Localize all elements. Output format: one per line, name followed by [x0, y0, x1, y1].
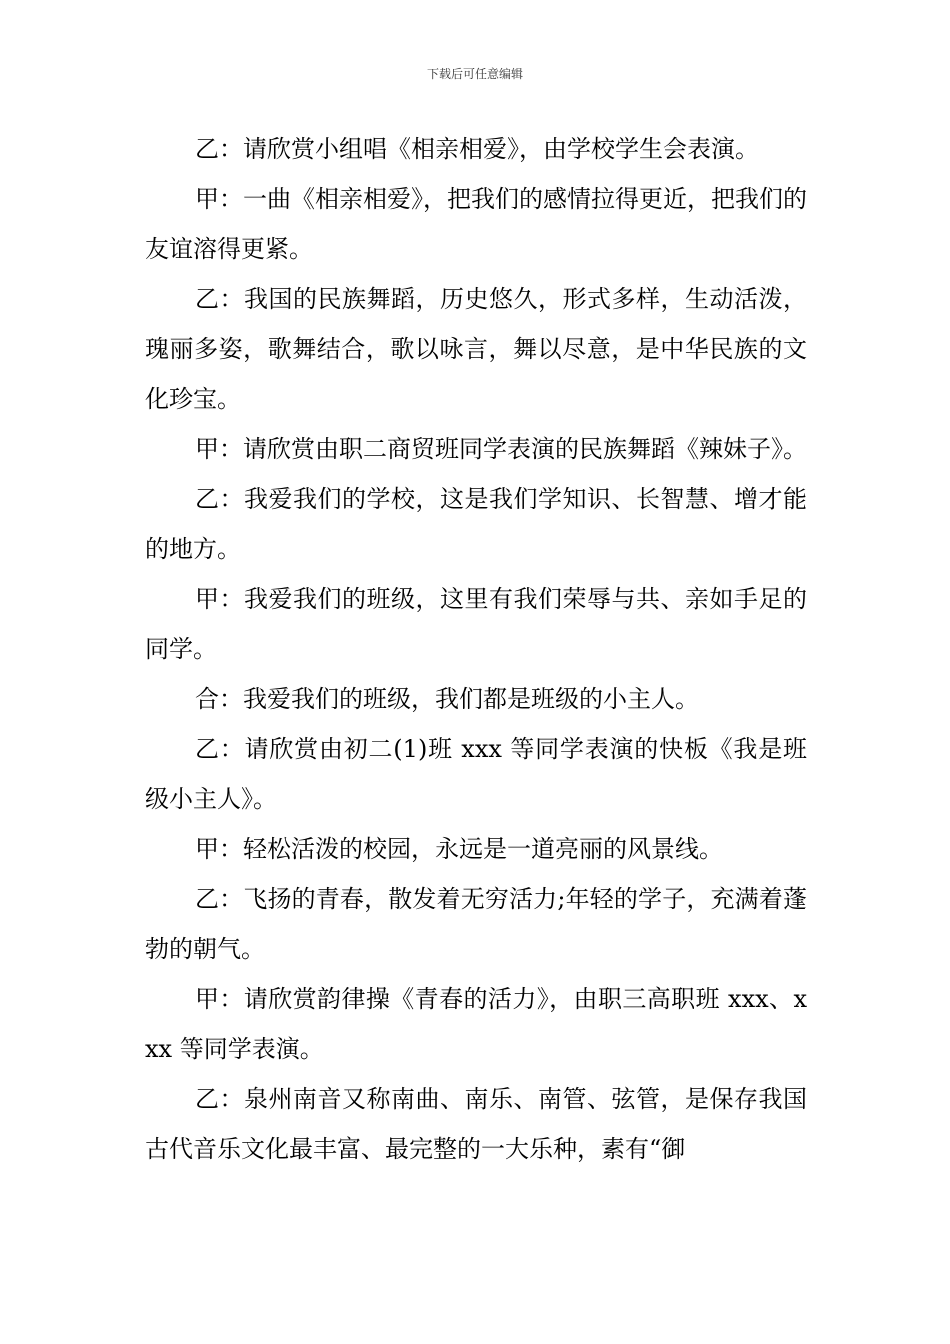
paragraph: 甲：请欣赏韵律操《青春的活力》，由职三高职班 xxx、xxx 等同学表演。: [145, 985, 807, 1063]
page-header: 下载后可任意编辑: [426, 67, 523, 81]
paragraph: 甲：轻松活泼的校园，永远是一道亮丽的风景线。: [195, 835, 723, 863]
paragraph: 甲：请欣赏由职二商贸班同学表演的民族舞蹈《辣妹子》。: [195, 435, 807, 463]
paragraph: 乙：飞扬的青春，散发着无穷活力;年轻的学子，充满着蓬勃的朝气。: [145, 885, 807, 963]
paragraph: 乙：请欣赏由初二(1)班 xxx 等同学表演的快板《我是班级小主人》。: [145, 735, 807, 813]
paragraph: 甲：我爱我们的班级，这里有我们荣辱与共、亲如手足的同学。: [145, 585, 807, 663]
document-body: [145, 124, 807, 1174]
paragraph: 乙：我爱我们的学校，这是我们学知识、长智慧、增才能的地方。: [145, 485, 807, 563]
paragraph: 合：我爱我们的班级，我们都是班级的小主人。: [195, 685, 699, 713]
paragraph: 乙：我国的民族舞蹈，历史悠久，形式多样，生动活泼，瑰丽多姿，歌舞结合，歌以咏言，舞以尽意，是中华民族的文化珍宝。: [145, 285, 807, 413]
paragraph: 甲：一曲《相亲相爱》，把我们的感情拉得更近，把我们的友谊溶得更紧。: [145, 185, 807, 263]
paragraph: 乙：泉州南音又称南曲、南乐、南管、弦管，是保存我国古代音乐文化最丰富、最完整的一大乐种，素有“御: [145, 1085, 807, 1163]
paragraph: 乙：请欣赏小组唱《相亲相爱》，由学校学生会表演。: [195, 135, 759, 163]
